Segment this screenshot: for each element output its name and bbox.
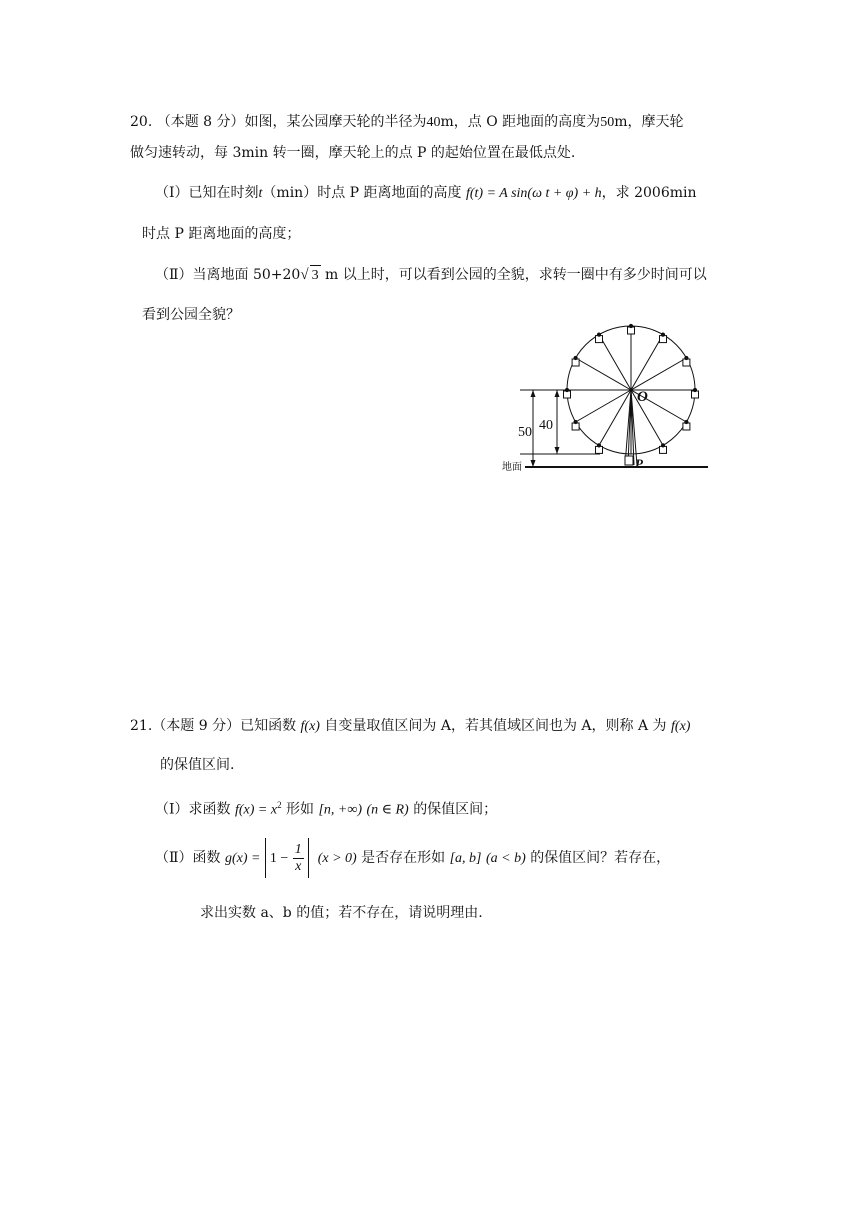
wheel-spoke	[599, 335, 631, 390]
q21-part1	[155, 795, 497, 821]
cabin-p	[625, 456, 633, 465]
cabin-pivot	[661, 333, 664, 336]
cabin-pivot	[685, 356, 688, 359]
label-50: 50	[518, 425, 532, 440]
label-p: P	[635, 456, 643, 471]
q21-line2: 的保值区间.	[160, 757, 235, 773]
q20-part1-line2: 时点 P 距离地面的高度；	[142, 226, 301, 242]
q21-part2-cond2: (a < b)	[485, 851, 526, 866]
cabin-pivot	[565, 388, 568, 391]
q20-part1-line1	[155, 183, 697, 204]
wheel-spoke	[631, 358, 686, 390]
q20-points: （本题 8 分）	[156, 114, 245, 130]
q21-part2-c: 的保值区间？若存在，	[530, 850, 671, 866]
q21-number: 21.	[130, 718, 153, 734]
q20-line1	[130, 112, 683, 133]
q20-part2-b: m 以上时，可以看到公园的全貌，求转一圈中有多少时间可以	[325, 267, 707, 283]
q21-part1-exp: 2	[277, 800, 282, 810]
cabin-pivot	[597, 444, 600, 447]
q21-part2-den: x	[295, 858, 302, 874]
wheel-spoke	[576, 358, 631, 390]
label-o: O	[637, 389, 648, 405]
q20-part2-sqrt: 3	[310, 265, 321, 286]
q20-stem1: 如图，某公园摩天轮的半径为	[244, 114, 427, 130]
q21-part2-a: （Ⅱ）函数	[155, 850, 221, 866]
q21-line1	[130, 716, 690, 737]
q20-part1-b: （min）时点 P 距离地面的高度	[262, 185, 462, 201]
q20-part1-a: （Ⅰ）已知在时刻	[155, 185, 259, 201]
q21-part1-a: （Ⅰ）求函数	[155, 801, 231, 818]
wheel-spoke	[631, 335, 663, 390]
cabin-pivot	[629, 324, 632, 327]
q21-part2-line1	[155, 838, 670, 879]
q21-part2-interval: [a, b]	[449, 851, 482, 866]
cabin-pivot	[685, 420, 688, 423]
q21-part2-b: 是否存在形如	[361, 850, 446, 866]
label-ground: 地面	[502, 462, 522, 473]
wheel-spoke	[599, 390, 631, 445]
q21-part2-cond: (x > 0)	[317, 851, 357, 866]
cabin-pivot	[661, 444, 664, 447]
q21-part2-num: 1	[294, 841, 302, 857]
q21-stem-a: 已知函数	[240, 718, 297, 734]
q21-stem-b: 自变量取值区间为 A，若其值域区间也为 A，则称 A 为	[324, 718, 667, 734]
cabin-pivot	[574, 420, 577, 423]
q21-part1-formula: f(x) = x	[234, 802, 278, 818]
q21-part2-frac	[293, 842, 304, 875]
q20-line2: 做匀速转动，每 3min 转一圈，摩天轮上的点 P 的起始位置在最低点处.	[130, 145, 576, 161]
ferris-wheel-figure	[502, 322, 715, 476]
q20-part2-line1: （Ⅱ）当离地面 50+20√ 3 m 以上时，可以看到公园的全貌，求转一圈中有多少时间可以	[155, 265, 707, 286]
q21-fx2: f(x)	[671, 719, 691, 734]
label-40: 40	[539, 418, 553, 433]
q21-points: （本题 9 分）	[152, 718, 241, 734]
q20-number: 20.	[130, 114, 153, 130]
q20-part2-line2: 看到公园全貌？	[142, 307, 240, 323]
q20-height: 50	[600, 115, 615, 130]
q21-part2-line2: 求出实数 a、b 的值；若不存在，请说明理由.	[200, 905, 483, 921]
cabin-pivot	[597, 333, 600, 336]
cabin-pivot	[693, 388, 696, 391]
q21-part1-b: 形如	[286, 801, 315, 818]
q20-part1-formula: f(t) = A sin(ω t + φ) + h	[465, 186, 602, 201]
q21-fx: f(x)	[300, 719, 320, 734]
q20-part1-c: ，求 2006min	[601, 185, 697, 201]
q21-part1-cond: (n ∈ R)	[366, 802, 409, 818]
q20-unit2: m，摩天轮	[614, 114, 684, 130]
q21-part2-one: 1 −	[269, 851, 289, 866]
q20-radius: 40	[426, 115, 441, 130]
cabin-pivot	[574, 356, 577, 359]
wheel-spoke	[576, 390, 631, 422]
q21-part1-interval: [n, +∞)	[318, 802, 363, 818]
q20-part1-t: t	[258, 186, 263, 201]
q21-part2-abs	[265, 838, 309, 878]
q20-unit1: m，点 O 距地面的高度为	[440, 114, 601, 130]
q20-part2-a: （Ⅱ）当离地面 50+20	[155, 267, 301, 283]
q21-part1-c: 的保值区间；	[413, 801, 498, 818]
q21-part2-g: g(x) =	[224, 851, 261, 866]
